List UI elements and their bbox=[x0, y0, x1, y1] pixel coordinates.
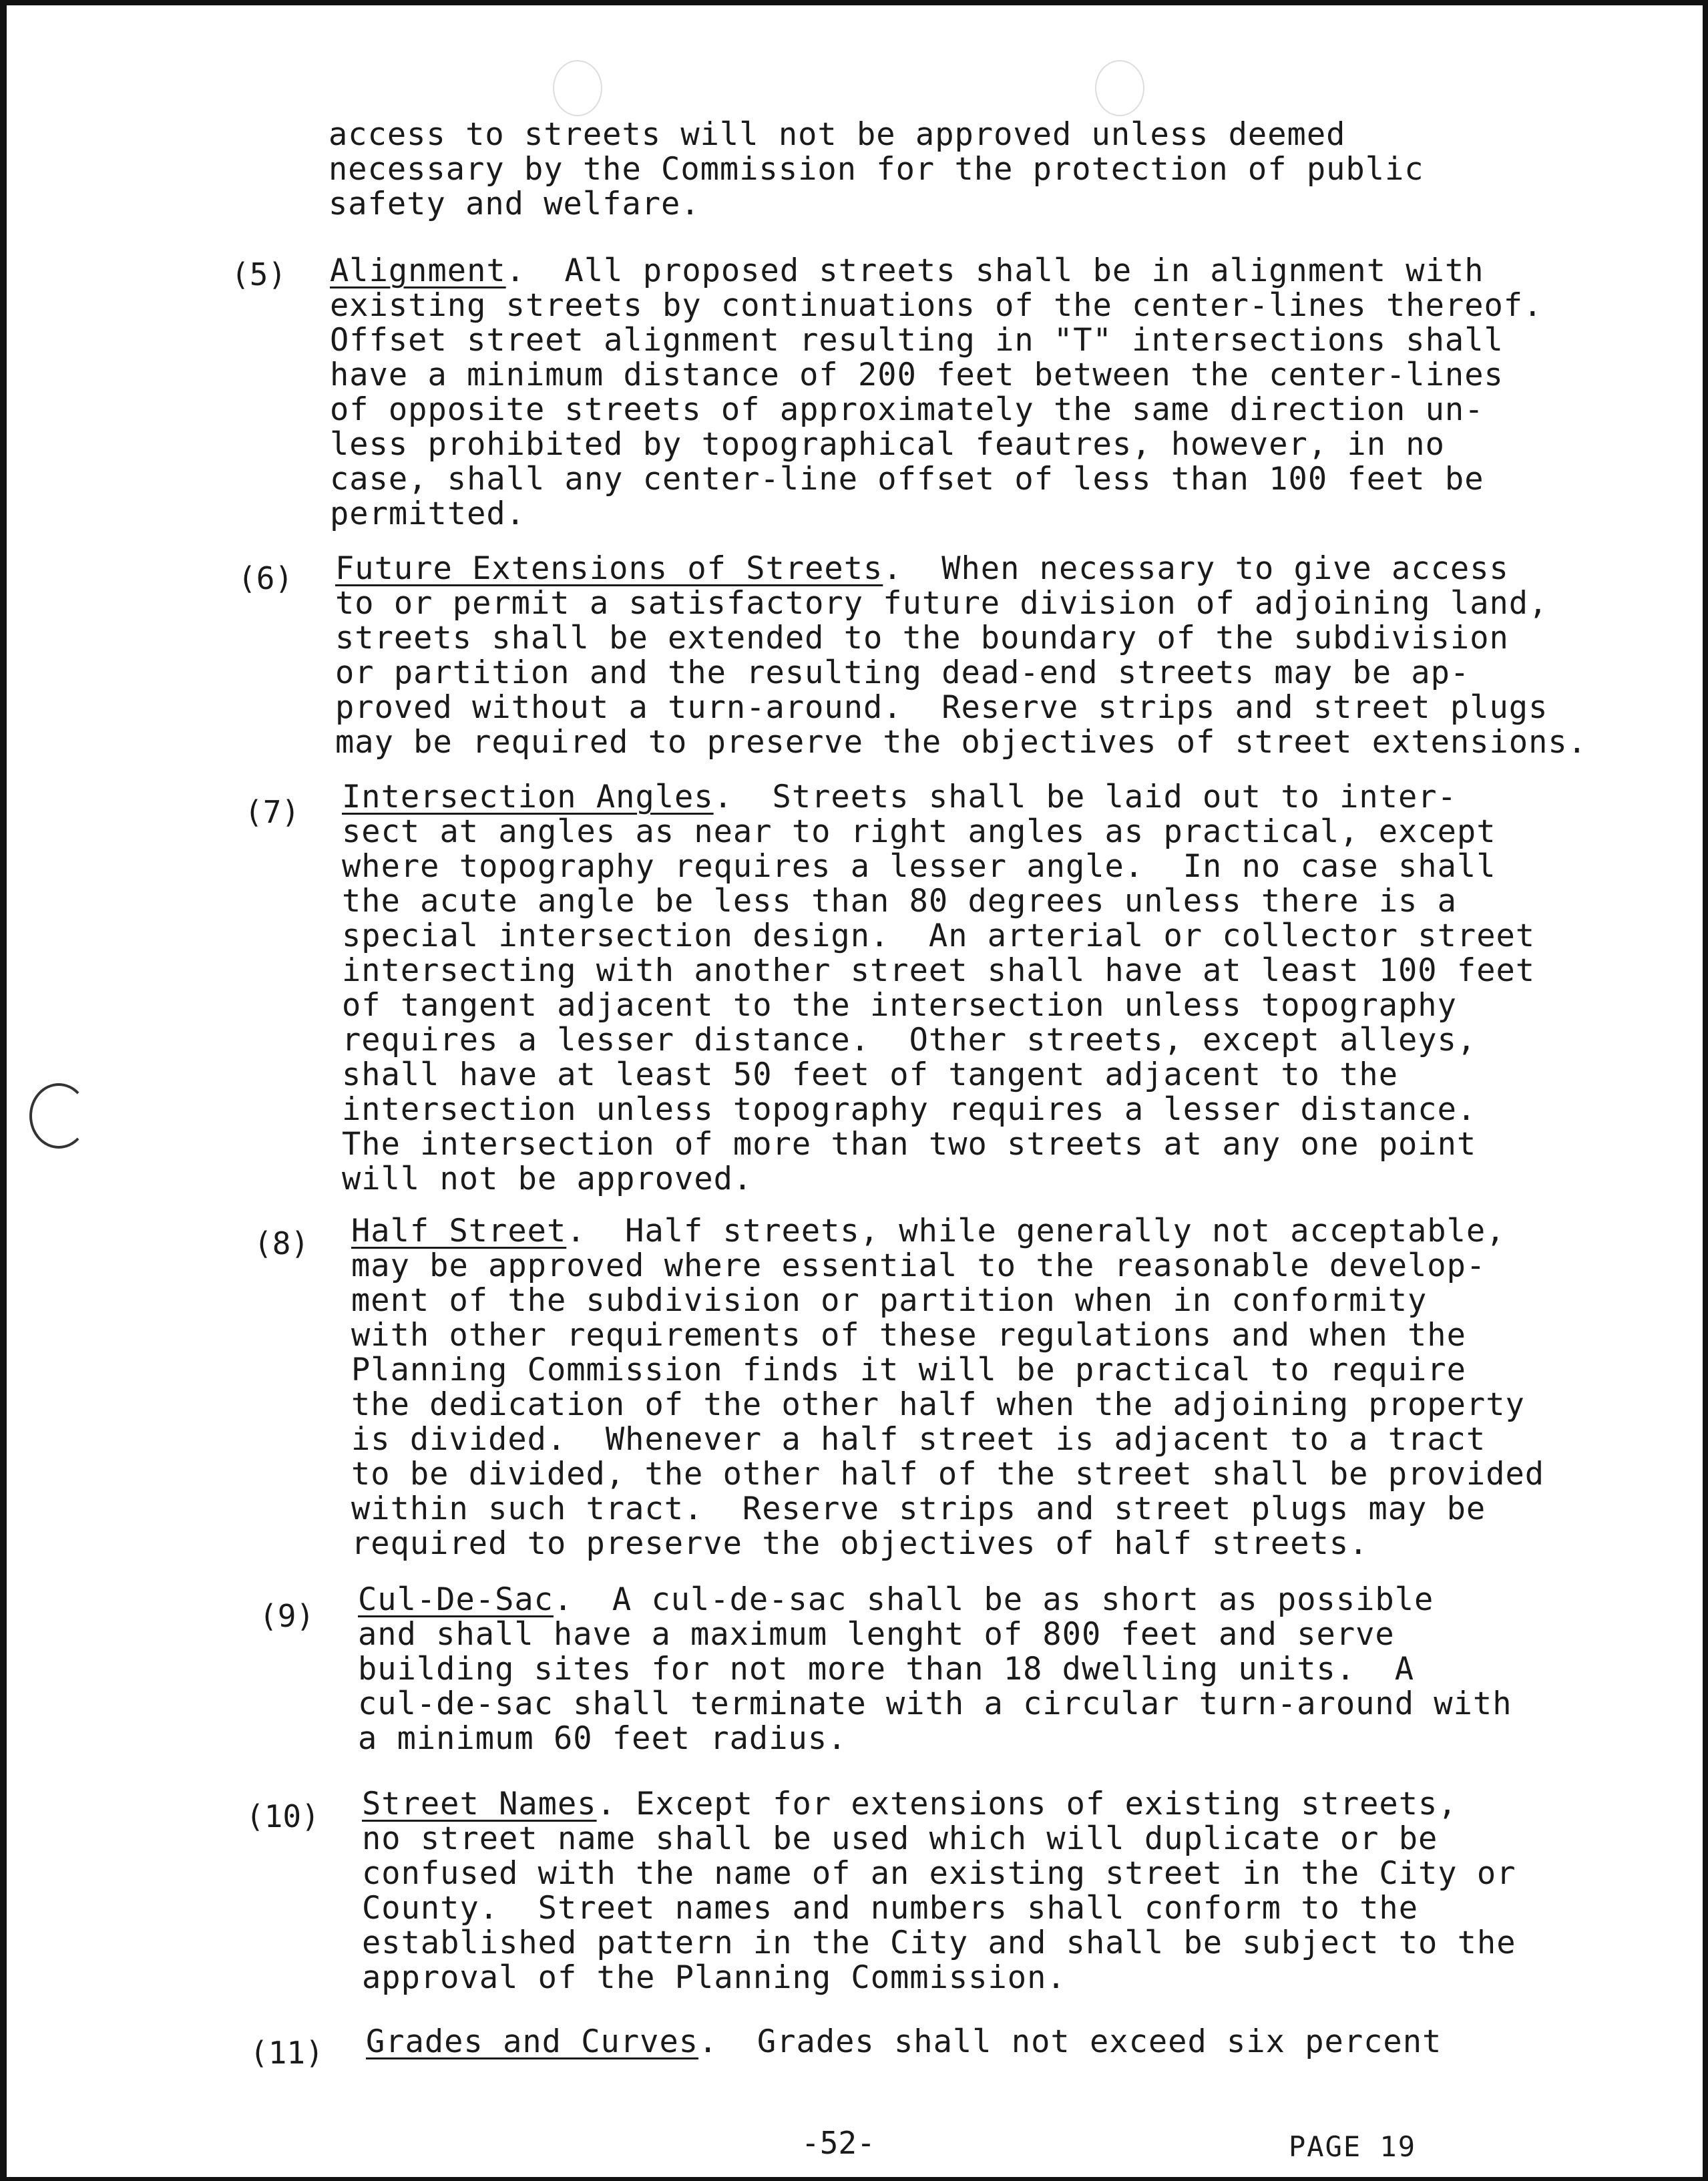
binder-ring-mark bbox=[29, 1083, 88, 1149]
scan-border-right bbox=[1703, 0, 1708, 2181]
section-line: established pattern in the City and shall be subject to the bbox=[362, 1925, 1516, 1961]
section-heading: Grades and Curves bbox=[366, 2023, 699, 2060]
intro-line: safety and welfare. bbox=[329, 186, 700, 222]
intro-line: access to streets will not be approved unless deemed bbox=[329, 116, 1346, 153]
section-heading: Cul-De-Sac bbox=[358, 1581, 554, 1618]
scan-border-top bbox=[0, 0, 1708, 5]
scan-border-left bbox=[0, 0, 7, 2181]
section-line: confused with the name of an existing street in the City or bbox=[362, 1855, 1516, 1892]
section-line: required to preserve the objectives of half streets. bbox=[351, 1525, 1369, 1562]
section-first-line: Intersection Angles. Streets shall be laid out to inter- bbox=[342, 779, 1457, 815]
section-heading: Half Street bbox=[351, 1213, 567, 1249]
section-heading: Alignment bbox=[330, 252, 506, 289]
section-first-line: Street Names. Except for extensions of existing streets, bbox=[362, 1786, 1458, 1822]
section-line: to be divided, the other half of the street shall be provided bbox=[351, 1456, 1545, 1493]
section-heading: Street Names bbox=[362, 1786, 597, 1822]
section-number: (6) bbox=[238, 560, 294, 596]
punch-hole-mark bbox=[553, 60, 602, 116]
section-line: a minimum 60 feet radius. bbox=[358, 1720, 847, 1757]
page-number: -52- bbox=[801, 2125, 875, 2161]
section-line: intersection unless topography requires a lesser distance. bbox=[342, 1091, 1477, 1128]
section-line: within such tract. Reserve strips and street plugs may be bbox=[351, 1491, 1486, 1527]
section-first-line: Grades and Curves. Grades shall not exceed six percent bbox=[366, 2023, 1442, 2060]
section-line: may be required to preserve the objectives of street extensions. bbox=[335, 724, 1587, 761]
section-line: proved without a turn-around. Reserve strips and street plugs bbox=[335, 689, 1548, 726]
section-first-line: Cul-De-Sac. A cul-de-sac shall be as short as possible bbox=[358, 1581, 1434, 1618]
section-line: sect at angles as near to right angles as practical, except bbox=[342, 813, 1496, 850]
section-line: approval of the Planning Commission. bbox=[362, 1959, 1066, 1996]
section-line: Planning Commission finds it will be practical to require bbox=[351, 1352, 1466, 1388]
section-number: (9) bbox=[259, 1598, 315, 1634]
section-line: requires a lesser distance. Other streets, except alleys, bbox=[342, 1022, 1477, 1058]
section-line: The intersection of more than two streets at any one point bbox=[342, 1126, 1477, 1163]
section-heading: Future Extensions of Streets bbox=[335, 550, 883, 587]
section-number: (5) bbox=[231, 256, 287, 292]
section-line: less prohibited by topographical feautres, however, in no bbox=[330, 426, 1445, 463]
section-line: streets shall be extended to the boundary of the subdivision bbox=[335, 620, 1509, 656]
section-line: ment of the subdivision or partition when in conformity bbox=[351, 1282, 1428, 1319]
section-first-line: Alignment. All proposed streets shall be in alignment with bbox=[330, 252, 1484, 289]
section-first-line: Future Extensions of Streets. When necessary to give access bbox=[335, 550, 1509, 587]
section-line: have a minimum distance of 200 feet between the center-lines bbox=[330, 357, 1504, 393]
section-line: building sites for not more than 18 dwelling units. A bbox=[358, 1651, 1415, 1688]
section-number: (8) bbox=[254, 1225, 310, 1261]
section-line: is divided. Whenever a half street is adjacent to a tract bbox=[351, 1421, 1486, 1458]
section-line: existing streets by continuations of the center-lines thereof. bbox=[330, 287, 1543, 324]
section-line: where topography requires a lesser angle. In no case shall bbox=[342, 848, 1496, 885]
section-heading: Intersection Angles bbox=[342, 779, 714, 815]
page-label: PAGE 19 bbox=[1289, 2130, 1417, 2163]
section-line: shall have at least 50 feet of tangent adjacent to the bbox=[342, 1056, 1399, 1093]
section-line: permitted. bbox=[330, 495, 525, 532]
section-line: the acute angle be less than 80 degrees unless there is a bbox=[342, 883, 1457, 920]
section-line: with other requirements of these regulations and when the bbox=[351, 1317, 1466, 1354]
section-line: or partition and the resulting dead-end streets may be ap- bbox=[335, 654, 1470, 691]
section-line: cul-de-sac shall terminate with a circular turn-around with bbox=[358, 1686, 1512, 1722]
punch-hole-mark bbox=[1095, 60, 1144, 116]
section-line: of opposite streets of approximately the same direction un- bbox=[330, 391, 1484, 428]
section-number: (7) bbox=[244, 794, 300, 830]
section-number: (10) bbox=[246, 1798, 320, 1834]
section-line: intersecting with another street shall have at least 100 feet bbox=[342, 952, 1536, 989]
section-first-line: Half Street. Half streets, while generally not acceptable, bbox=[351, 1213, 1506, 1249]
section-line: special intersection design. An arterial or collector street bbox=[342, 918, 1536, 954]
section-line: to or permit a satisfactory future division of adjoining land, bbox=[335, 585, 1548, 622]
section-line: no street name shall be used which will duplicate or be bbox=[362, 1820, 1438, 1857]
scan-border-bottom bbox=[0, 2177, 1708, 2181]
section-line: will not be approved. bbox=[342, 1161, 753, 1197]
section-number: (11) bbox=[250, 2035, 324, 2071]
section-line: County. Street names and numbers shall conform to the bbox=[362, 1890, 1419, 1927]
intro-line: necessary by the Commission for the protection of public bbox=[329, 151, 1424, 188]
section-line: and shall have a maximum lenght of 800 feet and serve bbox=[358, 1616, 1395, 1653]
section-line: may be approved where essential to the reasonable develop- bbox=[351, 1247, 1486, 1284]
section-line: case, shall any center-line offset of less than 100 feet be bbox=[330, 461, 1484, 498]
section-line: the dedication of the other half when the adjoining property bbox=[351, 1386, 1525, 1423]
section-line: of tangent adjacent to the intersection unless topography bbox=[342, 987, 1457, 1024]
section-line: Offset street alignment resulting in "T" intersections shall bbox=[330, 322, 1504, 359]
